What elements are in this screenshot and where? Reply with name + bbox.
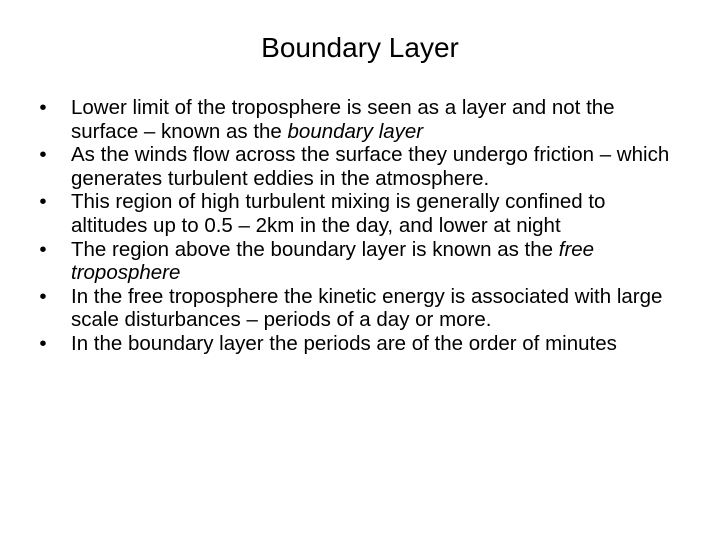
bullet-text: This region of high turbulent mixing is generally confined to altitudes up to 0.5 – 2km in the day, and lower at night [71,190,606,237]
bullet-item [36,143,686,190]
bullet-marker: • [39,96,47,119]
bullet-list [36,96,686,356]
bullet-text: As the winds flow across the surface they undergo friction – which generates turbulent eddies in the atmosphere. [71,143,670,190]
bullet-item [36,96,686,143]
bullet-item [36,190,686,237]
bullet-item [36,285,686,332]
bullet-marker: • [39,190,47,214]
bullet-marker: • [39,237,47,261]
bullet-emphasis: free troposphere [71,237,595,285]
bullet-item [36,238,686,285]
bullet-marker: • [39,284,47,308]
bullet-marker: • [39,143,47,167]
bullet-text: Lower limit of the troposphere is seen as a layer and not the surface – known as the [71,96,615,143]
bullet-text: In the boundary layer the periods are of the order of minutes [71,331,617,355]
bullet-text: The region above the boundary layer is known as the [71,237,559,261]
slide-title: Boundary Layer [261,32,459,63]
bullet-marker: • [39,331,47,355]
bullet-text: In the free troposphere the kinetic energy is associated with large scale disturbances – periods of a day or more. [71,284,663,332]
bullet-emphasis: boundary layer [287,119,424,143]
bullet-item [36,332,686,356]
